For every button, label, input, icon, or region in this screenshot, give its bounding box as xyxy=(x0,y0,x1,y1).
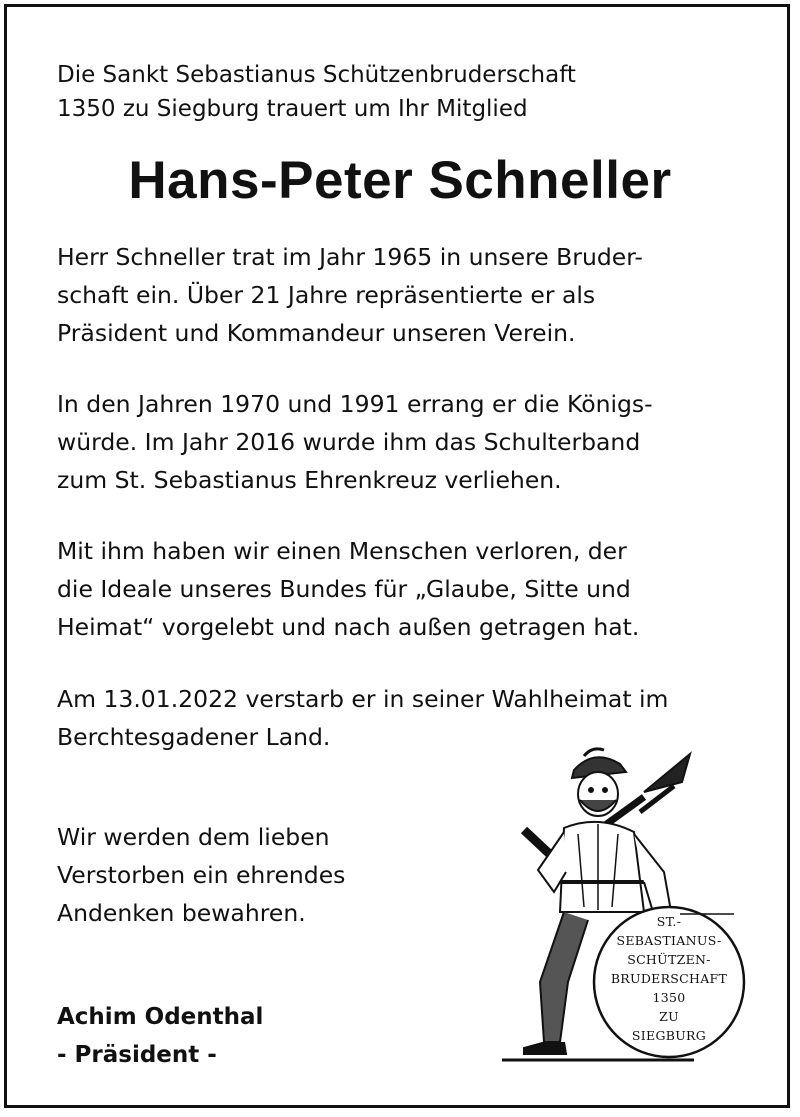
text-line: Heimat“ vorgelebt und nach außen getragen hat. xyxy=(57,613,640,641)
signature-block xyxy=(57,998,263,1074)
text-line: Berchtesgadener Land. xyxy=(57,723,331,751)
seal-text-line: 1350 xyxy=(652,990,686,1005)
paragraph-membership xyxy=(57,238,643,352)
text-line: Mit ihm haben wir einen Menschen verloren, der xyxy=(57,537,627,565)
seal-text-line: ST.- xyxy=(656,914,682,929)
text-line: Verstorben ein ehrendes xyxy=(57,861,346,889)
text-line: schaft ein. Über 21 Jahre repräsentierte er als xyxy=(57,281,596,309)
text-line: Herr Schneller trat im Jahr 1965 in unsere Bruder- xyxy=(57,243,643,271)
paragraph-remembrance xyxy=(57,818,345,932)
intro-line: 1350 zu Siegburg trauert um Ihr Mitglied xyxy=(57,96,528,122)
seal-text-line: SIEGBURG xyxy=(631,1028,707,1043)
signatory-name: Achim Odenthal xyxy=(57,1004,264,1030)
paragraph-ideals xyxy=(57,532,639,646)
text-line: Präsident und Kommandeur unseren Verein. xyxy=(57,319,576,347)
seal-text-line: SEBASTIANUS- xyxy=(616,933,722,948)
text-line: Wir werden dem lieben xyxy=(57,823,330,851)
text-line: zum St. Sebastianus Ehrenkreuz verliehen. xyxy=(57,466,562,494)
seal-text-line: ZU xyxy=(659,1009,679,1024)
deceased-name: Hans-Peter Schneller xyxy=(128,151,672,210)
intro-text xyxy=(57,58,576,126)
intro-line: Die Sankt Sebastianus Schützenbruderschaft xyxy=(57,62,576,88)
text-line: In den Jahren 1970 und 1991 errang er die Königs- xyxy=(57,390,653,418)
text-line: Andenken bewahren. xyxy=(57,899,306,927)
text-line: die Ideale unseres Bundes für „Glaube, Sitte und xyxy=(57,575,631,603)
text-line: Am 13.01.2022 verstarb er in seiner Wahlheimat im xyxy=(57,685,669,713)
signatory-title: - Präsident - xyxy=(57,1042,217,1068)
seal-badge xyxy=(594,907,744,1057)
paragraph-honors xyxy=(57,385,653,499)
seal-text-line: SCHÜTZEN- xyxy=(627,952,711,967)
marksman-with-crossbow-emblem xyxy=(494,742,756,1062)
text-line: würde. Im Jahr 2016 wurde ihm das Schulterband xyxy=(57,428,641,456)
seal-text-line: BRUDERSCHAFT xyxy=(610,971,728,986)
